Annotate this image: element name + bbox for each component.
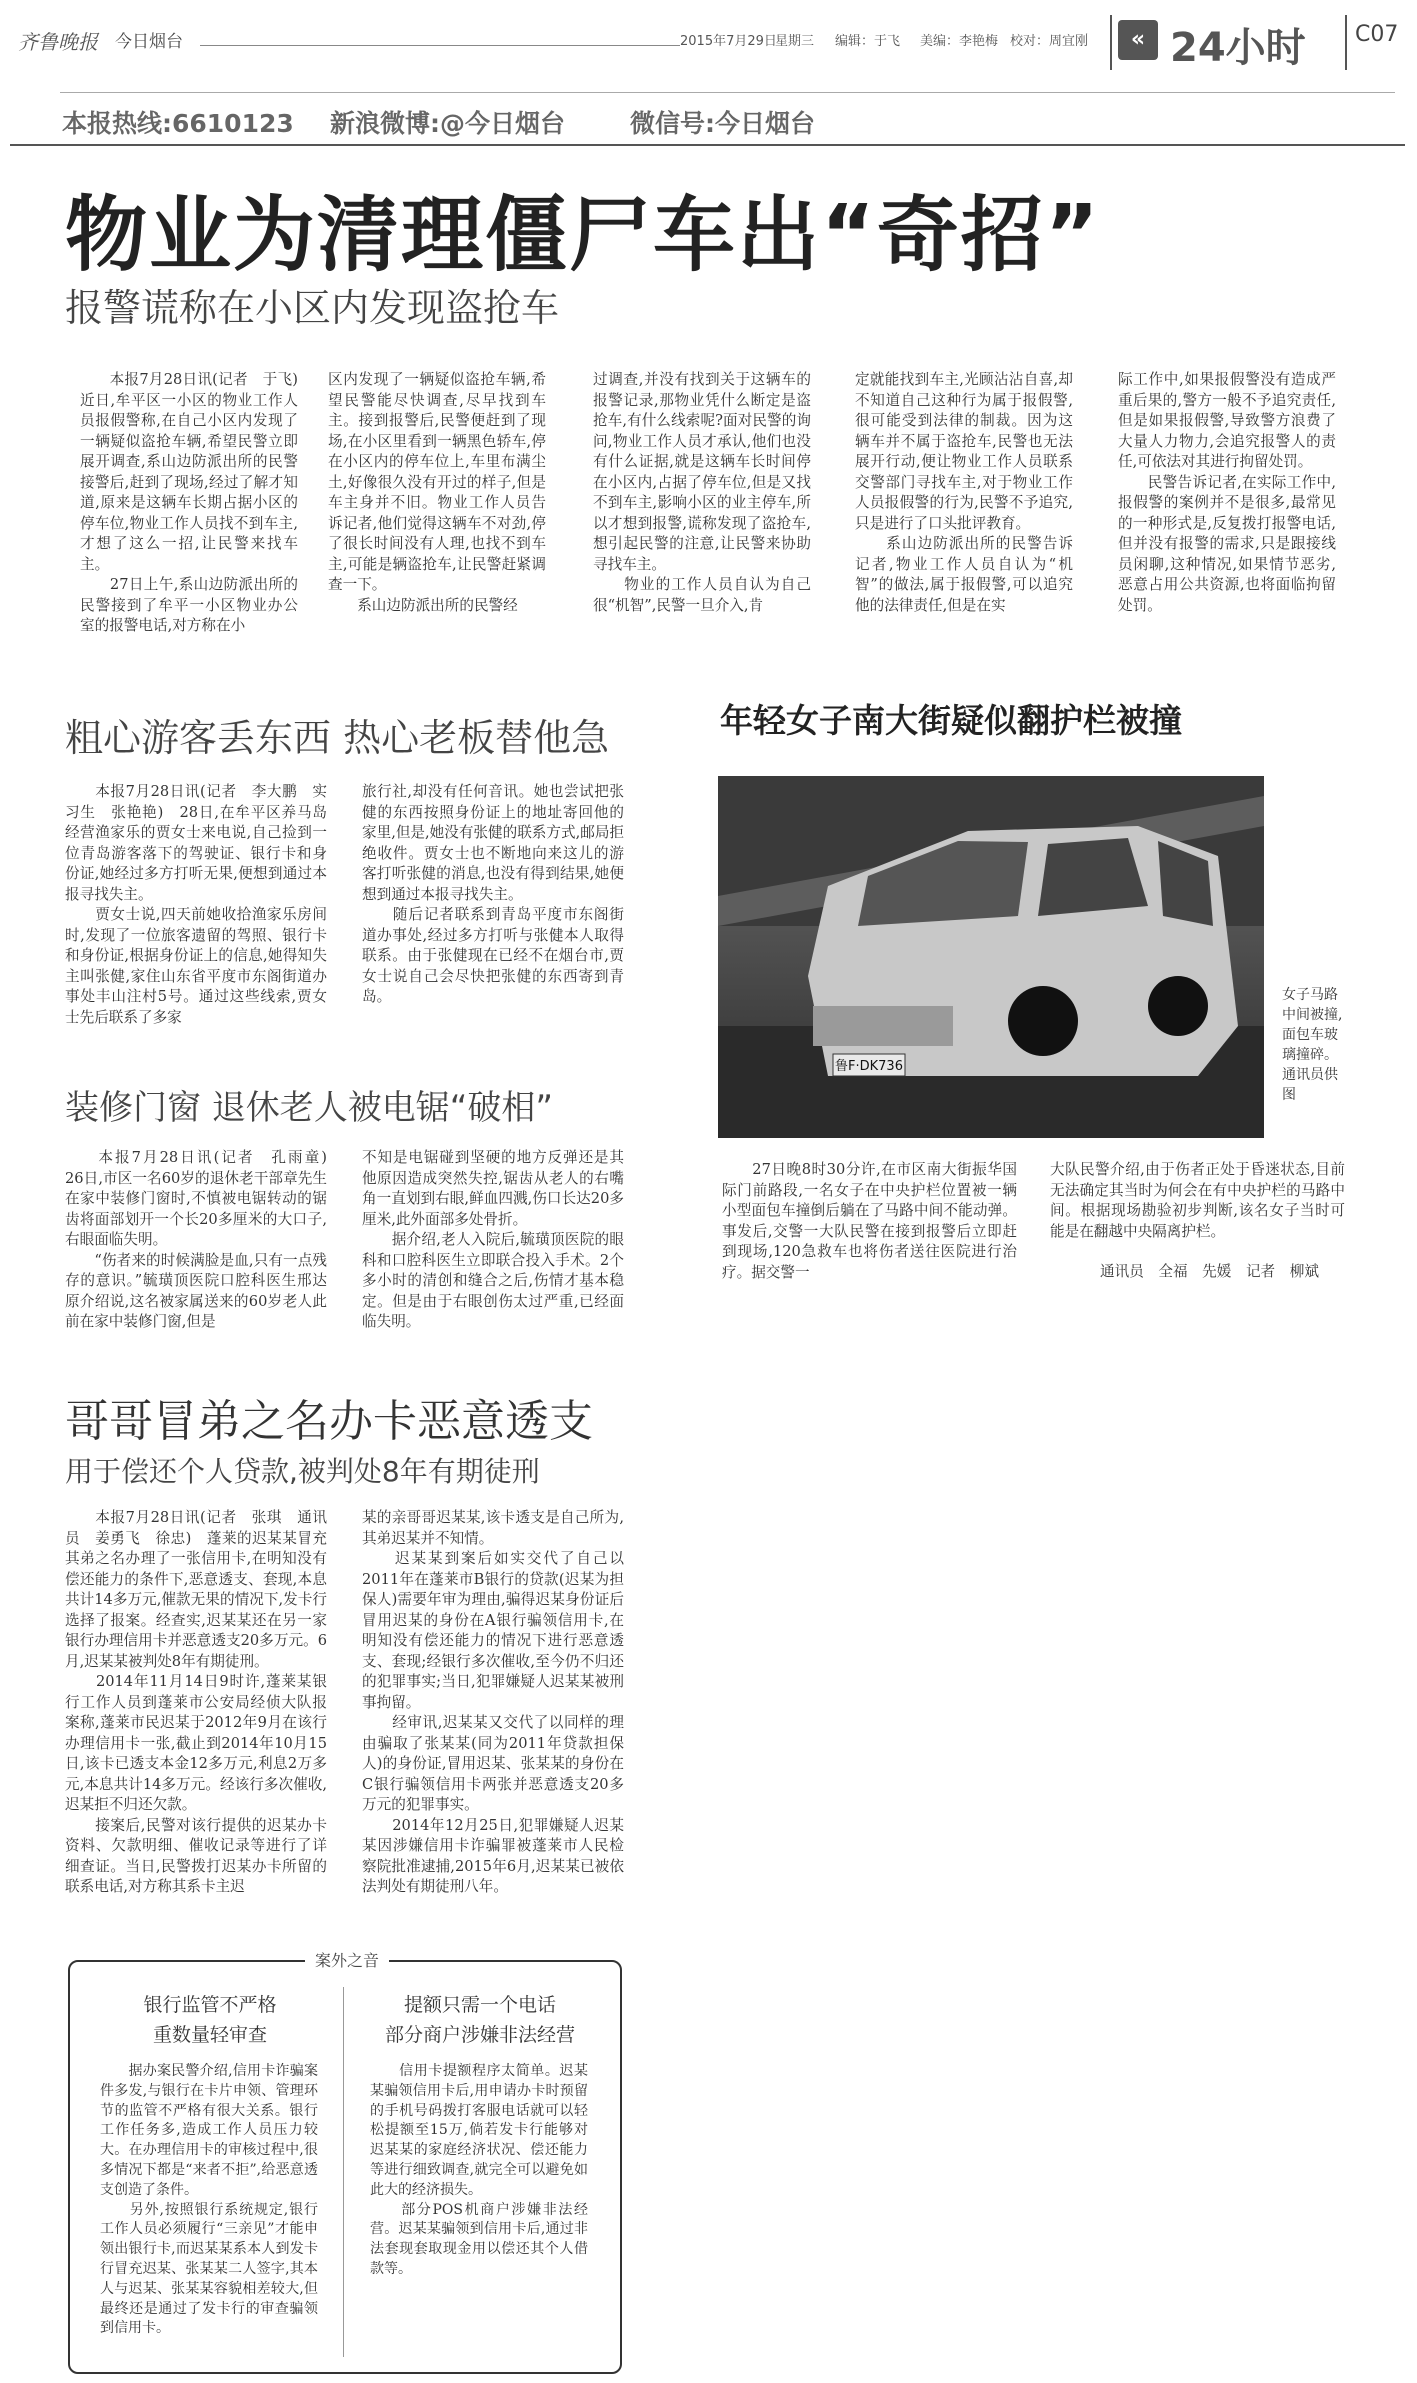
article4-col1: 本报7月28日讯(记者 孔雨童) 26日,市区一名60岁的退休老干部章先生在家中装修门窗时,不慎被电锯转动的锯齿将面部划开一个长20多厘米的大口子,右眼面临失明。 “伤者来的时候满脸是血,只有一点残存的意识。”毓璜顶医院口腔科医生邢达原介绍说,这名被家属送来的60岁老人此前在家中装修门窗,但是 [65, 1149, 327, 1330]
sidebar-right-text: 信用卡提额程序太简单。迟某某骗领信用卡后,用申请办卡时预留的手机号码拨打客服电话就可以轻松提额至15万,倘若发卡行能够对迟某某的家庭经济状况、偿还能力等进行细致调查,就完全可以避免如此大的经济损失。 部分POS机商户涉嫌非法经营。迟某某骗领到信用卡后,通过非法套现套取现金用以偿还其个人借款等。 [370, 2063, 588, 2277]
sidebar-right-title-2: 部分商户涉嫌非法经营 [384, 2024, 575, 2046]
article1-subtitle: 报警谎称在小区内发现盗抢车 [65, 286, 560, 330]
article5-col2: 某的亲哥哥迟某某,该卡透支是自己所为,其弟迟某并不知情。 迟某某到案后如实交代了自己以2011年在蓬莱市B银行的贷款(迟某为担保人)需要年审为理由,骗得迟某身份证后冒用迟某的身份在A银行骗领信用卡,在明知没有偿还能力的情况下进行恶意透支、套现;经银行多次催收,至今仍不归还的犯罪事实;当日,犯罪嫌疑人迟某某被刑事拘留。 经审讯,迟某某又交代了以同样的理由骗取了张某某(同为2011年贷款担保人)的身份证,冒用迟某、张某某的身份在C银行骗领信用卡两张并恶意透支20多万元的犯罪事实。 2014年12月25日,犯罪嫌疑人迟某某因涉嫌信用卡诈骗罪被蓬莱市人民检察院批准逮捕,2015年6月,迟某某已被依法判处有期徒刑八年。 [362, 1509, 624, 1895]
article5-col1: 本报7月28日讯(记者 张琪 通讯员 姜勇飞 徐忠) 蓬莱的迟某某冒充其弟之名办理了一张信用卡,在明知没有偿还能力的条件下,恶意透支、套现,本息共计14多万元,催款无果的情况下,发卡行选择了报案。经查实,迟某某还在另一家银行办理信用卡并恶意透支20多万元。6月,迟某某被判处8年有期徒刑。 2014年11月14日9时许,蓬莱某银行工作人员到蓬莱市公安局经侦大队报案称,蓬莱市民迟某于2012年9月在该行办理信用卡一张,截止到2014年10月15日,该卡已透支本金12多万元,利息2万多元,本息共计14多万元。经该行多次催收,迟某拒不归还欠款。 接案后,民警对该行提供的迟某办卡资料、欠款明细、催收记录等进行了详细查证。当日,民警拨打迟某办卡所留的联系电话,对方称其系卡主迟 [65, 1509, 327, 1895]
photo-caption: 女子马路中间被撞,面包车玻璃撞碎。通讯员供图 [1282, 987, 1343, 1103]
editor: 编辑：于飞 [835, 34, 901, 49]
masthead-rule [200, 45, 680, 46]
article4-headline: 装修门窗 退休老人被电锯“破相” [65, 1088, 554, 1128]
contact-top-rule [60, 92, 1395, 93]
issue-date: 2015年7月29日 [680, 34, 777, 49]
contact-wechat: 微信号:今日烟台 [630, 109, 815, 138]
masthead-divider [1110, 15, 1112, 70]
article5-headline: 哥哥冒弟之名办卡恶意透支 [65, 1396, 593, 1447]
weekday: 星期三 [775, 34, 815, 49]
masthead [0, 0, 1417, 90]
sidebar-divider [343, 1987, 344, 2357]
art-editor: 美编：李艳梅 [920, 34, 999, 49]
article1-col1: 本报7月28日讯(记者 于飞) 近日,牟平区一小区的物业工作人员报假警称,在自己小区内发现了一辆疑似盗抢车辆,希望民警立即展开调查,系山边防派出所的民警接警后,赶到了现场,经过了解才知道,原来是这辆车长期占据小区的停车位,物业工作人员找不到车主,才想了这么一招,让民警来找车主。 27日上午,系山边防派出所的民警接到了牟平一小区物业办公室的报警电话,对方称在小 [80, 371, 298, 634]
article2-col1: 本报7月28日讯(记者 李大鹏 实习生 张艳艳) 28日,在牟平区养马岛经营渔家乐的贾女士来电说,自己捡到一位青岛游客落下的驾驶证、银行卡和身份证,她经过多方打听无果,便想到通过本报寻找失主。 贾女士说,四天前她收拾渔家乐房间时,发现了一位旅客遗留的驾照、银行卡和身份证,根据身份证上的信息,她得知失主叫张健,家住山东省平度市东阁街道办事处丰山注村5号。通过这些线索,贾女士先后联系了多家 [65, 783, 327, 1026]
sidebar-left-title-1: 银行监管不严格 [143, 1994, 277, 2016]
article1-col5: 际工作中,如果报假警没有造成严重后果的,警方一般不予追究责任,但是如果报假警,导致警方浪费了大量人力物力,会追究报警人的责任,可依法对其进行拘留处罚。 民警告诉记者,在实际工作中,报假警的案例并不是很多,最常见的一种形式是,反复拨打报警电话,但并没有报警的需求,只是跟接线员闲聊,这种情况,如果情节恶劣,恶意占用公共资源,也将面临拘留处罚。 [1118, 371, 1336, 614]
article5-subtitle: 用于偿还个人贷款,被判处8年有期徒刑 [65, 1455, 540, 1488]
article2-headline: 粗心游客丢东西 热心老板替他急 [65, 716, 610, 760]
article1-col4: 定就能找到车主,光顾沾沾自喜,却不知道自己这种行为属于报假警,很可能受到法律的制裁。因为这辆车并不属于盗抢车,民警也无法展开行动,便让物业工作人员联系交警部门寻找车主,对于物业工作人员报假警的行为,民警不予追究,只是进行了口头批评教育。 系山边防派出所的民警告诉记者,物业工作人员自认为“机智”的做法,属于报假警,可以追究他的法律责任,但是在实 [855, 371, 1073, 614]
van-illustration [718, 776, 1264, 1138]
sidebar-label: 案外之音 [305, 1948, 389, 1971]
article1-col3: 过调查,并没有找到关于这辆车的报警记录,那物业凭什么断定是盗抢车,有什么线索呢?面对民警的询问,物业工作人员才承认,他们也没有什么证据,就是这辆车长时间停在小区内,占据了停车位,但是又找不到车主,影响小区的业主停车,所以才想到报警,谎称发现了盗抢车,想引起民警的注意,让民警来协助寻找车主。 物业的工作人员自认为自己很“机智”,民警一旦介入,肯 [593, 371, 811, 614]
paper-logo: 齐鲁晚报 [18, 30, 98, 54]
section-name: 今日烟台 [115, 32, 183, 52]
article3-col1: 27日晚8时30分许,在市区南大街振华国际门前路段,一名女子在中央护栏位置被一辆小型面包车撞倒后躺在了马路中间不能动弹。事发后,交警一大队民警在接到报警后立即赶到现场,120急救车也将伤者送往医院进行治疗。据交警一 [722, 1161, 1017, 1281]
article3-col2: 大队民警介绍,由于伤者正处于昏迷状态,目前无法确定其当时为何会在有中央护栏的马路中间。根据现场勘验初步判断,该名女子当时可能是在翻越中央隔离护栏。 [1050, 1161, 1345, 1240]
page-number: C07 [1355, 22, 1399, 47]
sidebar-left-text: 据办案民警介绍,信用卡诈骗案件多发,与银行在卡片申领、管理环节的监管不严格有很大关系。银行工作任务多,造成工作人员压力较大。在办理信用卡的审核过程中,很多情况下都是“来者不拒”,给恶意透支创造了条件。 另外,按照银行系统规定,银行工作人员必须履行“三亲见”才能申领出银行卡,而迟某某系本人到发卡行冒充迟某、张某某二人签字,其本人与迟某、张某某容貌相差较大,但最终还是通过了发卡行的审查骗领到信用卡。 [100, 2063, 318, 2337]
accident-photo [718, 776, 1264, 1138]
article4-col2: 不知是电锯碰到坚硬的地方反弹还是其他原因造成突然失控,锯齿从老人的右嘴角一直划到右眼,鲜血四溅,伤口长达20多厘米,此外面部多处骨折。 据介绍,老人入院后,毓璜顶医院的眼科和口腔科医生立即联合投入手术。2个多小时的清创和缝合之后,伤情才基本稳定。但是由于右眼创伤太过严重,已经面临失明。 [362, 1149, 624, 1330]
page-label: 24小时 [1170, 25, 1306, 71]
contact-hotline: 本报热线:6610123 [62, 109, 294, 138]
article1-headline: 物业为清理僵尸车出“奇招” [65, 188, 1101, 283]
article2-col2: 旅行社,却没有任何音讯。她也尝试把张健的东西按照身份证上的地址寄回他的家里,但是,她没有张健的联系方式,邮局拒绝收件。贾女士也不断地向来这儿的游客打听张健的消息,也没有得到结果,她便想到通过本报寻找失主。 随后记者联系到青岛平度市东阁街道办事处,经过多方打听与张健本人取得联系。由于张健现在已经不在烟台市,贾女士说自己会尽快把张健的东西寄到青岛。 [362, 783, 625, 1005]
article3-byline: 通讯员 全福 先媛 记者 柳斌 [1100, 1263, 1319, 1280]
page-tab-icon: « [1118, 20, 1158, 60]
page-number-divider [1345, 15, 1347, 70]
sidebar-box [68, 1951, 622, 2374]
contact-bottom-rule [10, 144, 1405, 146]
sidebar-right-title-1: 提额只需一个电话 [403, 1994, 556, 2016]
license-plate: 鲁F·DK736 [835, 1059, 903, 1074]
contact-weibo: 新浪微博:@今日烟台 [330, 109, 565, 138]
proofreader: 校对：周宜刚 [1010, 34, 1089, 49]
article1-col2: 区内发现了一辆疑似盗抢车辆,希望民警能尽快调查,尽早找到车主。接到报警后,民警便赶到了现场,在小区里看到一辆黑色轿车,停在小区内的停车位上,车里布满尘土,好像很久没有开过的样子,但是车主身并不旧。物业工作人员告诉记者,他们觉得这辆车不对劲,停了很长时间没有人理,也找不到车主,可能是辆盗抢车,让民警赶紧调查一下。 系山边防派出所的民警经 [328, 371, 546, 614]
sidebar-left-title-2: 重数量轻审查 [152, 2024, 267, 2046]
article3-headline: 年轻女子南大街疑似翻护栏被撞 [720, 701, 1182, 740]
